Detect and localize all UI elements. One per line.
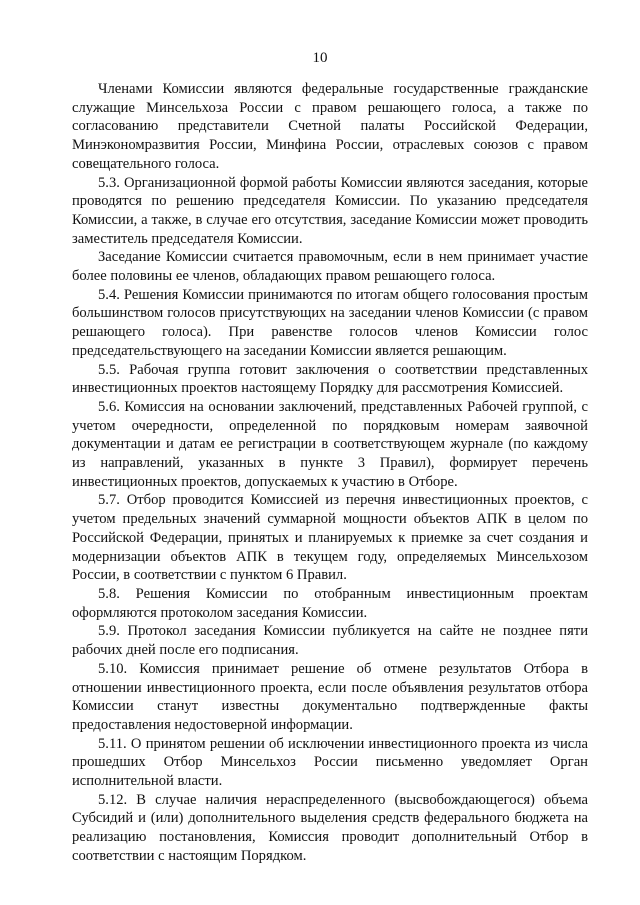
paragraph-5-6: 5.6. Комиссия на основании заключений, представленных Рабочей группой, с учетом очередности, определенной по порядковым номерам заявочной документации и датам ее регистрации в соответствующем журнале (по каждому из направлений, указанных в пункте 3 Правил), формирует перечень инвестиционных проектов, допускаемых к участию в Отборе. (72, 398, 588, 490)
paragraph-5-8: 5.8. Решения Комиссии по отобранным инвестиционным проектам оформляются протоколом заседания Комиссии. (72, 585, 588, 621)
paragraph-5-7: 5.7. Отбор проводится Комиссией из перечня инвестиционных проектов, с учетом предельных значений суммарной мощности объектов АПК в целом по Российской Федерации, принятых и планируемых к приемке за счет создания и модернизации объектов АПК в текущем году, определяемых Минсельхозом России, в соответствии с пунктом 6 Правил. (72, 492, 588, 584)
paragraph-5-11: 5.11. О принятом решении об исключении инвестиционного проекта из числа прошедших Отбор Минсельхоз России письменно уведомляет Орган исполнительной власти. (72, 735, 588, 790)
paragraph-5-4: 5.4. Решения Комиссии принимаются по итогам общего голосования простым большинством голосов присутствующих на заседании членов Комиссии (с правом решающего голоса). При равенстве голосов членов Комиссии голос председательствующего на заседании Комиссии является решающим. (72, 286, 588, 359)
paragraph-5-10: 5.10. Комиссия принимает решение об отмене результатов Отбора в отношении инвестиционного проекта, если после объявления результатов отбора Комиссии станут известны документально подтвержденные факты предоставления недостоверной информации. (72, 660, 588, 733)
document-body (72, 80, 588, 866)
paragraph-5-9: 5.9. Протокол заседания Комиссии публикуется на сайте не позднее пяти рабочих дней после его подписания. (72, 623, 588, 659)
page-number: 10 (312, 50, 328, 66)
paragraph-quorum: Заседание Комиссии считается правомочным, если в нем принимает участие более половины ее членов, обладающих правом решающего голоса. (72, 249, 588, 285)
paragraph-commission-members: Членами Комиссии являются федеральные государственные гражданские служащие Минсельхоза России с правом решающего голоса, а также по согласованию представители Счетной палаты Российской Федерации, Минэкономразвития России, Минфина России, отраслевых союзов с правом совещательного голоса. (72, 81, 588, 172)
paragraph-5-12: 5.12. В случае наличия нераспределенного (высвобождающегося) объема Субсидий и (или) дополнительного выделения средств федерального бюджета на реализацию постановления, Комиссия проводит дополнительный Отбор в соответствии с настоящим Порядком. (72, 791, 588, 864)
paragraph-5-5: 5.5. Рабочая группа готовит заключения о соответствии представленных инвестиционных проектов настоящему Порядку для рассмотрения Комиссией. (72, 361, 588, 397)
paragraph-5-3: 5.3. Организационной формой работы Комиссии являются заседания, которые проводятся по решению председателя Комиссии. По указанию председателя Комиссии, а также, в случае его отсутствия, заседание Комиссии может проводить заместитель председателя Комиссии. (72, 174, 588, 247)
